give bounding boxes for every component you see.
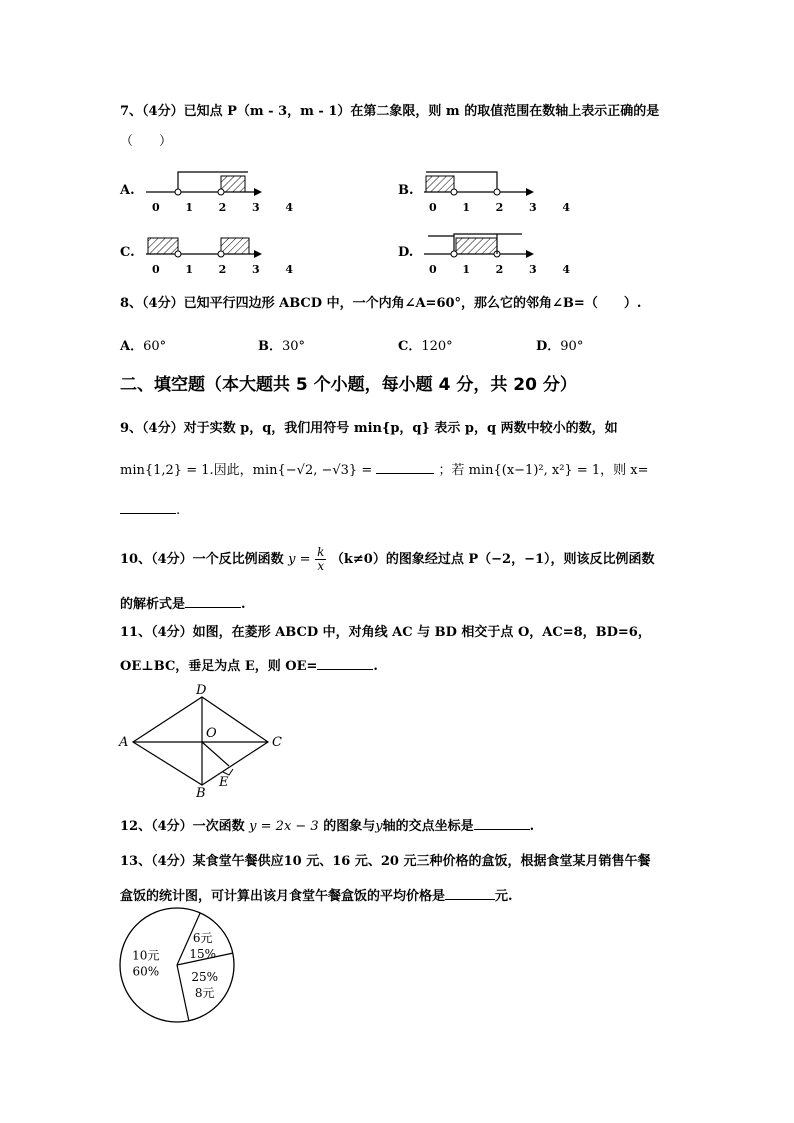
pie-slice-label: 25%	[191, 970, 219, 985]
label-o: O	[206, 726, 217, 741]
tick-label: 2	[218, 201, 227, 214]
pie-slice-percent: 8元	[194, 986, 215, 1001]
label-b: B	[196, 786, 206, 801]
q10-period: .	[241, 597, 246, 612]
pie-slice-boundary	[177, 965, 189, 1021]
tick-label: 3	[528, 263, 537, 276]
q7-option-b-label[interactable]: B.	[398, 183, 414, 198]
q7-stem: 7、（4分）已知点 P（m - 3，m - 1）在第二象限，则 m 的取值范围在数轴上表示正确的是	[120, 104, 660, 119]
q10-y-eq: y =	[288, 552, 311, 567]
tick-label: 3	[528, 201, 537, 214]
q7-option-c-label[interactable]: C.	[120, 245, 135, 260]
tick-label: 0	[429, 263, 437, 276]
q12-axis: y	[375, 819, 383, 834]
pie-slice-label: 10元	[132, 948, 160, 963]
tick-label: 3	[251, 201, 260, 214]
pie-slice-percent: 60%	[132, 964, 160, 979]
q13-line1: 13、（4分）某食堂午餐供应10 元、16 元、20 元三种价格的盒饭，根据食堂某月销售午餐	[120, 854, 651, 869]
tick-label: 0	[429, 201, 437, 214]
q12-suffix: 轴的交点坐标是	[382, 819, 474, 834]
q12-period: .	[529, 819, 535, 834]
tick-label: 1	[185, 201, 193, 214]
q10-frac-den: x	[317, 559, 325, 573]
tick-label: 4	[562, 263, 570, 276]
label-a: A	[119, 735, 129, 750]
choice-label: C．	[398, 339, 422, 354]
q7-option-a-label[interactable]: A.	[120, 183, 135, 198]
q10-frac-num: k	[317, 545, 325, 559]
q9-period: .	[176, 503, 181, 518]
q11-line1: 11、（4分）如图，在菱形 ABCD 中，对角线 AC 与 BD 相交于点 O，AC=8，BD=6，	[120, 625, 651, 640]
q9-example: min{1,2} = 1.因此，min{−√2, −√3} =	[120, 463, 373, 478]
label-c: C	[272, 735, 282, 750]
pie-slice-percent: 15%	[189, 947, 217, 962]
tick-label: 0	[152, 263, 160, 276]
choice-label: A．	[120, 339, 144, 354]
q13-unit: 元.	[495, 889, 513, 904]
tick-label: 2	[218, 263, 227, 276]
choice-value: 60°	[143, 339, 167, 354]
tick-label: 1	[462, 263, 470, 276]
q8-stem: 8、（4分）已知平行四边形 ABCD 中，一个内角∠A=60°，那么它的邻角∠B=（ ）.	[120, 296, 642, 311]
q9-condition: ；若 min{(x−1)², x²} = 1，则 x=	[438, 463, 649, 478]
q7-answer-paren: （ ）	[120, 134, 173, 149]
choice-label: D．	[536, 339, 561, 354]
tick-label: 1	[185, 263, 193, 276]
q12-prefix: 12、（4分）一次函数	[120, 819, 245, 834]
q10-prefix: 10、（4分）一个反比例函数	[120, 552, 284, 567]
q11-line2-text: OE⊥BC，垂足为点 E，则 OE=	[120, 659, 318, 674]
q13-line2-text: 盒饭的统计图，可计算出该月食堂午餐盒饭的平均价格是	[120, 889, 446, 904]
q7-option-d-label[interactable]: D.	[398, 245, 414, 260]
tick-label: 4	[285, 201, 293, 214]
choice-value: 90°	[560, 339, 584, 354]
q12-mid: 的图象与	[323, 819, 376, 834]
q9-line1: 9、（4分）对于实数 p，q，我们用符号 min{p，q} 表示 p，q 两数中较小的数，如	[120, 421, 618, 436]
choice-value: 120°	[421, 339, 453, 354]
choice-value: 30°	[282, 339, 306, 354]
choice-label: B．	[258, 339, 282, 354]
q10-line2-text: 的解析式是	[120, 597, 186, 612]
tick-label: 4	[285, 263, 293, 276]
tick-label: 1	[462, 201, 470, 214]
label-d: D	[196, 683, 207, 698]
tick-label: 0	[152, 201, 160, 214]
label-e: E	[219, 775, 229, 790]
tick-label: 3	[251, 263, 260, 276]
tick-label: 2	[495, 201, 504, 214]
pie-slice-label: 6元	[192, 931, 213, 946]
q12-func: y = 2x − 3	[249, 819, 319, 834]
tick-label: 2	[495, 263, 504, 276]
q10-suffix: （k≠0）的图象经过点 P（−2，−1），则该反比例函数	[330, 552, 655, 567]
tick-label: 4	[562, 201, 570, 214]
q11-period: .	[373, 659, 378, 674]
section-title: 二、填空题（本大题共 5 个小题，每小题 4 分，共 20 分）	[120, 375, 577, 395]
